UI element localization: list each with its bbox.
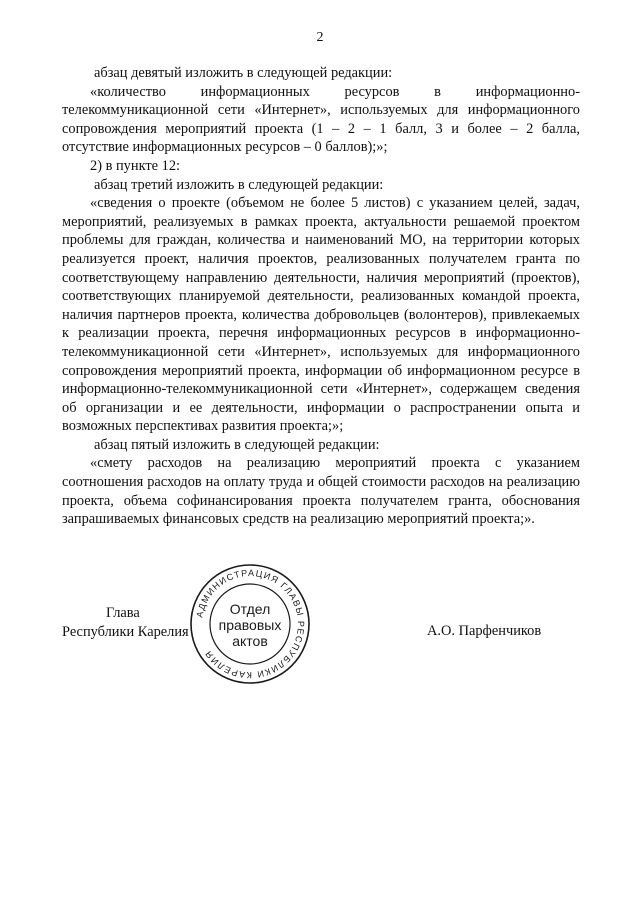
stamp-ring-text: АДМИНИСТРАЦИЯ ГЛАВЫ РЕСПУБЛИКИ КАРЕЛИЯ (194, 567, 307, 681)
document-body (62, 64, 580, 529)
paragraph: абзац третий изложить в следующей редакции: (94, 176, 384, 193)
paragraph: абзац пятый изложить в следующей редакции: (94, 436, 380, 453)
paragraph: «сведения о проекте (объемом не более 5 листов) с указанием целей, задач, мероприятий, реализуемых в рамках проекта, актуальности решаемой проектом проблемы для граждан, количества и наименований МО, на территории которых реализуется проект, наличия проектов, реализованных получателем гранта по соответствующему направлению деятельности, наличия мероприятий (проектов), соответствующих планируемой деятельности, реализованных командой проекта, наличия партнеров проекта, количества добровольцев (волонтеров), привлекаемых к реализации проекта, перечня информационных ресурсов в информационно-телекоммуникационной сети «Интернет», используемых для информационного сопровождения мероприятий проекта, информации об информационном ресурсе в информационно-телекоммуникационной сети «Интернет», содержащем сведения об организации и ее деятельности, информации о распространении опыта и возможных перспективах развития проекта;»; (62, 195, 580, 435)
paragraph: «количество информационных ресурсов в информационно-телекоммуникационной сети «Интернет», используемых для информационного сопровождения мероприятий проекта (1 – 2 – 1 балл, 3 и более – 2 балла, отсутствие информационных ресурсов – 0 баллов);»; (62, 83, 580, 156)
official-stamp (188, 562, 312, 686)
page-number: 2 (316, 30, 324, 45)
paragraph: «смету расходов на реализацию мероприятий проекта с указанием соотношения расходов на оплату труда и общей стоимости расходов на реализацию проекта, объема софинансирования проекта получателем гранта, обоснования запрашиваемых финансовых средств на реализацию мероприятий проекта;». (62, 455, 580, 528)
signature-title (62, 604, 189, 642)
signatory-name: А.О. Парфенчиков (427, 623, 542, 639)
paragraph: абзац девятый изложить в следующей редакции: (94, 65, 393, 81)
signature-title-line2: Республики Карелия (62, 624, 189, 640)
signature-title-line1: Глава (106, 605, 140, 621)
stamp-center-line3: актов (232, 633, 268, 649)
paragraph: 2) в пункте 12: (90, 157, 181, 174)
stamp-center-line1: Отдел (229, 601, 271, 617)
stamp-center-line2: правовых (218, 617, 282, 633)
